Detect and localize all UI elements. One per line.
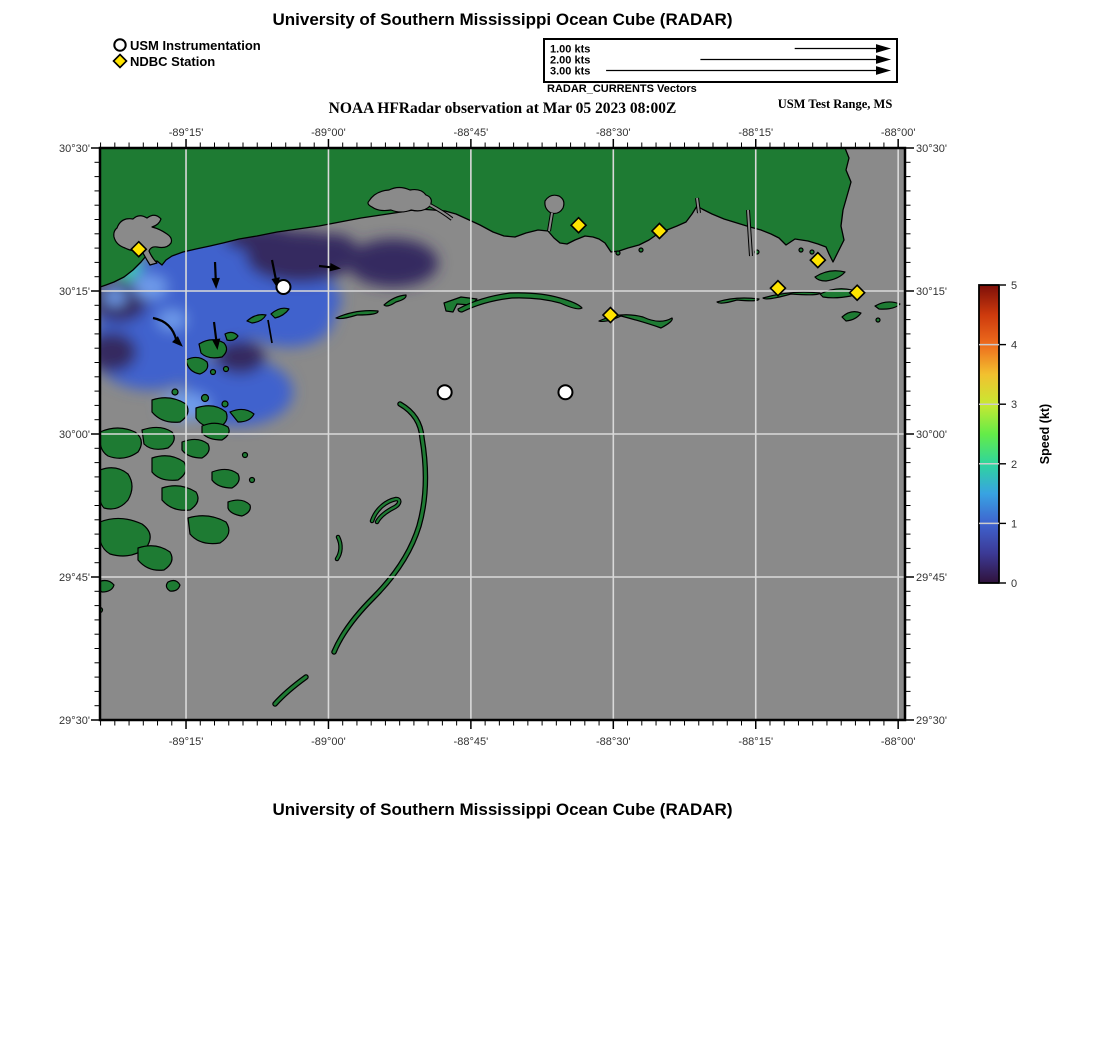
svg-text:29°30': 29°30'	[59, 715, 90, 727]
colorbar	[979, 280, 1052, 590]
colorbar-gradient	[979, 285, 999, 583]
svg-text:30°00': 30°00'	[916, 429, 947, 441]
svg-text:3.00 kts: 3.00 kts	[550, 65, 591, 78]
svg-text:30°15': 30°15'	[916, 286, 947, 298]
svg-text:2.00 kts: 2.00 kts	[550, 54, 591, 67]
svg-text:1.00 kts: 1.00 kts	[550, 43, 591, 56]
usm-station-marker	[438, 385, 452, 399]
svg-text:-88°45': -88°45'	[453, 127, 489, 139]
vector-key-caption: RADAR_CURRENTS Vectors	[547, 83, 697, 95]
footer-title: University of Southern Mississippi Ocean Cube (RADAR)	[272, 800, 733, 819]
svg-text:29°45': 29°45'	[916, 572, 947, 584]
svg-text:0: 0	[1011, 578, 1018, 590]
legend-label-usm: USM Instrumentation	[130, 37, 261, 53]
svg-text:4: 4	[1011, 339, 1018, 352]
page-title: University of Southern Mississippi Ocean Cube (RADAR)	[272, 10, 733, 29]
svg-text:30°30': 30°30'	[916, 143, 947, 155]
svg-text:3: 3	[1011, 399, 1018, 412]
colorbar-label: Speed (kt)	[1038, 403, 1052, 465]
svg-text:30°30': 30°30'	[59, 143, 90, 155]
svg-text:-88°15': -88°15'	[738, 736, 774, 748]
legend-label-ndbc: NDBC Station	[130, 53, 216, 69]
svg-text:-89°15': -89°15'	[168, 736, 204, 748]
usm-station-marker	[276, 280, 290, 294]
svg-text:-88°00': -88°00'	[880, 736, 916, 748]
svg-text:29°30': 29°30'	[916, 715, 947, 727]
svg-text:-88°00': -88°00'	[880, 127, 916, 139]
svg-text:30°00': 30°00'	[59, 429, 90, 441]
svg-text:5: 5	[1011, 280, 1018, 292]
region-label: USM Test Range, MS	[777, 97, 893, 111]
svg-text:2: 2	[1011, 458, 1018, 471]
svg-text:-89°00': -89°00'	[311, 127, 346, 139]
svg-text:-88°30': -88°30'	[595, 127, 631, 139]
svg-text:-89°15': -89°15'	[168, 127, 204, 139]
svg-text:30°15': 30°15'	[59, 286, 90, 298]
svg-text:-88°45': -88°45'	[453, 736, 489, 748]
svg-text:1: 1	[1011, 518, 1018, 531]
observation-subtitle: NOAA HFRadar observation at Mar 05 2023 08:00Z	[328, 100, 677, 117]
svg-text:-88°30': -88°30'	[595, 736, 631, 748]
svg-text:29°45': 29°45'	[59, 572, 90, 584]
svg-text:-89°00': -89°00'	[311, 736, 346, 748]
svg-text:-88°15': -88°15'	[738, 127, 774, 139]
usm-station-marker	[558, 385, 572, 399]
